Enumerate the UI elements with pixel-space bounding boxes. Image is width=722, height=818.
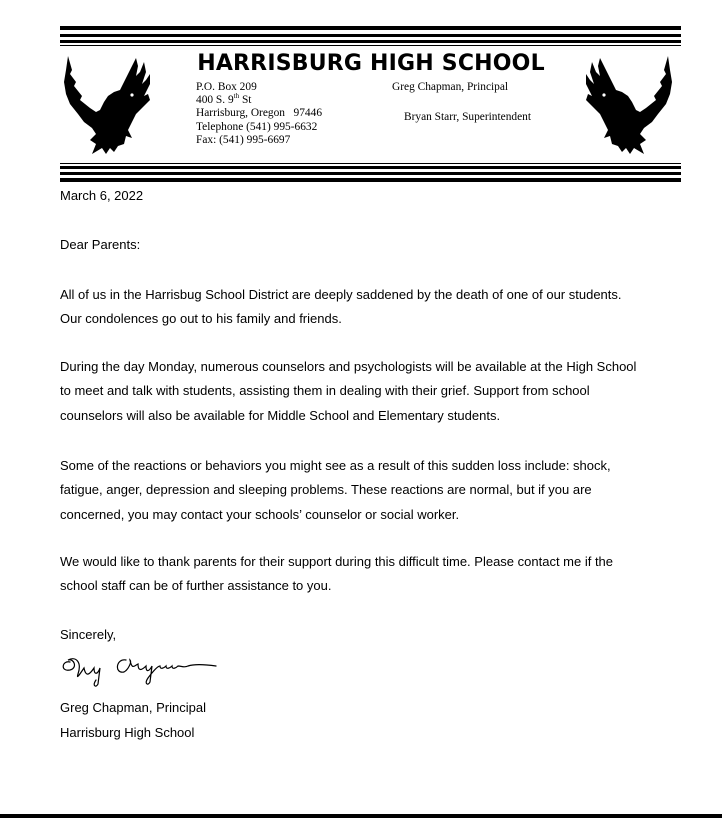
signer-org: Harrisburg High School	[60, 725, 195, 740]
letter-date: March 6, 2022	[60, 188, 144, 203]
paragraph: During the day Monday, numerous counselors and psychologists will be available at the High School to meet and talk with students, assisting them in dealing with their grief. Support from school counselors will also be available for Middle School and Elementary students.	[60, 359, 637, 423]
address-line-street: 400 S. 9th St	[196, 92, 252, 107]
letterhead-bottom-bar	[60, 163, 681, 183]
school-name: HARRISBURG HIGH SCHOOL	[197, 51, 545, 76]
address-line-city: Harrisburg, Oregon 97446	[196, 107, 323, 120]
school-address	[196, 81, 322, 147]
letter-closing: Sincerely,	[60, 627, 117, 642]
handwritten-signature	[56, 648, 226, 688]
letter-salutation: Dear Parents:	[60, 237, 141, 252]
signer-name: Greg Chapman, Principal	[60, 700, 206, 715]
superintendent-label: Bryan Starr, Superintendent	[404, 111, 532, 123]
eagle-icon	[62, 52, 154, 160]
letterhead-top-bar	[60, 26, 681, 46]
address-line-fax: Fax: (541) 995-6697	[196, 133, 291, 146]
address-line-telephone: Telephone (541) 995-6632	[196, 120, 318, 133]
address-line-po-box: P.O. Box 209	[196, 81, 257, 93]
paragraph: Some of the reactions or behaviors you might see as a result of this sudden loss include: shock, fatigue, anger, depression and sleeping problems. These reactions are normal, but if you are concerned, you may contact your schools’ counselor or social worker.	[60, 458, 611, 522]
eagle-icon	[582, 52, 674, 160]
paragraph: We would like to thank parents for their support during this difficult time. Please contact me if the school staff can be of further assistance to you.	[60, 554, 614, 594]
page-bottom-divider	[0, 814, 722, 818]
principal-label: Greg Chapman, Principal	[392, 81, 509, 93]
paragraph: All of us in the Harrisbug School District are deeply saddened by the death of one of our students. Our condolences go out to his family and friends.	[60, 287, 622, 327]
